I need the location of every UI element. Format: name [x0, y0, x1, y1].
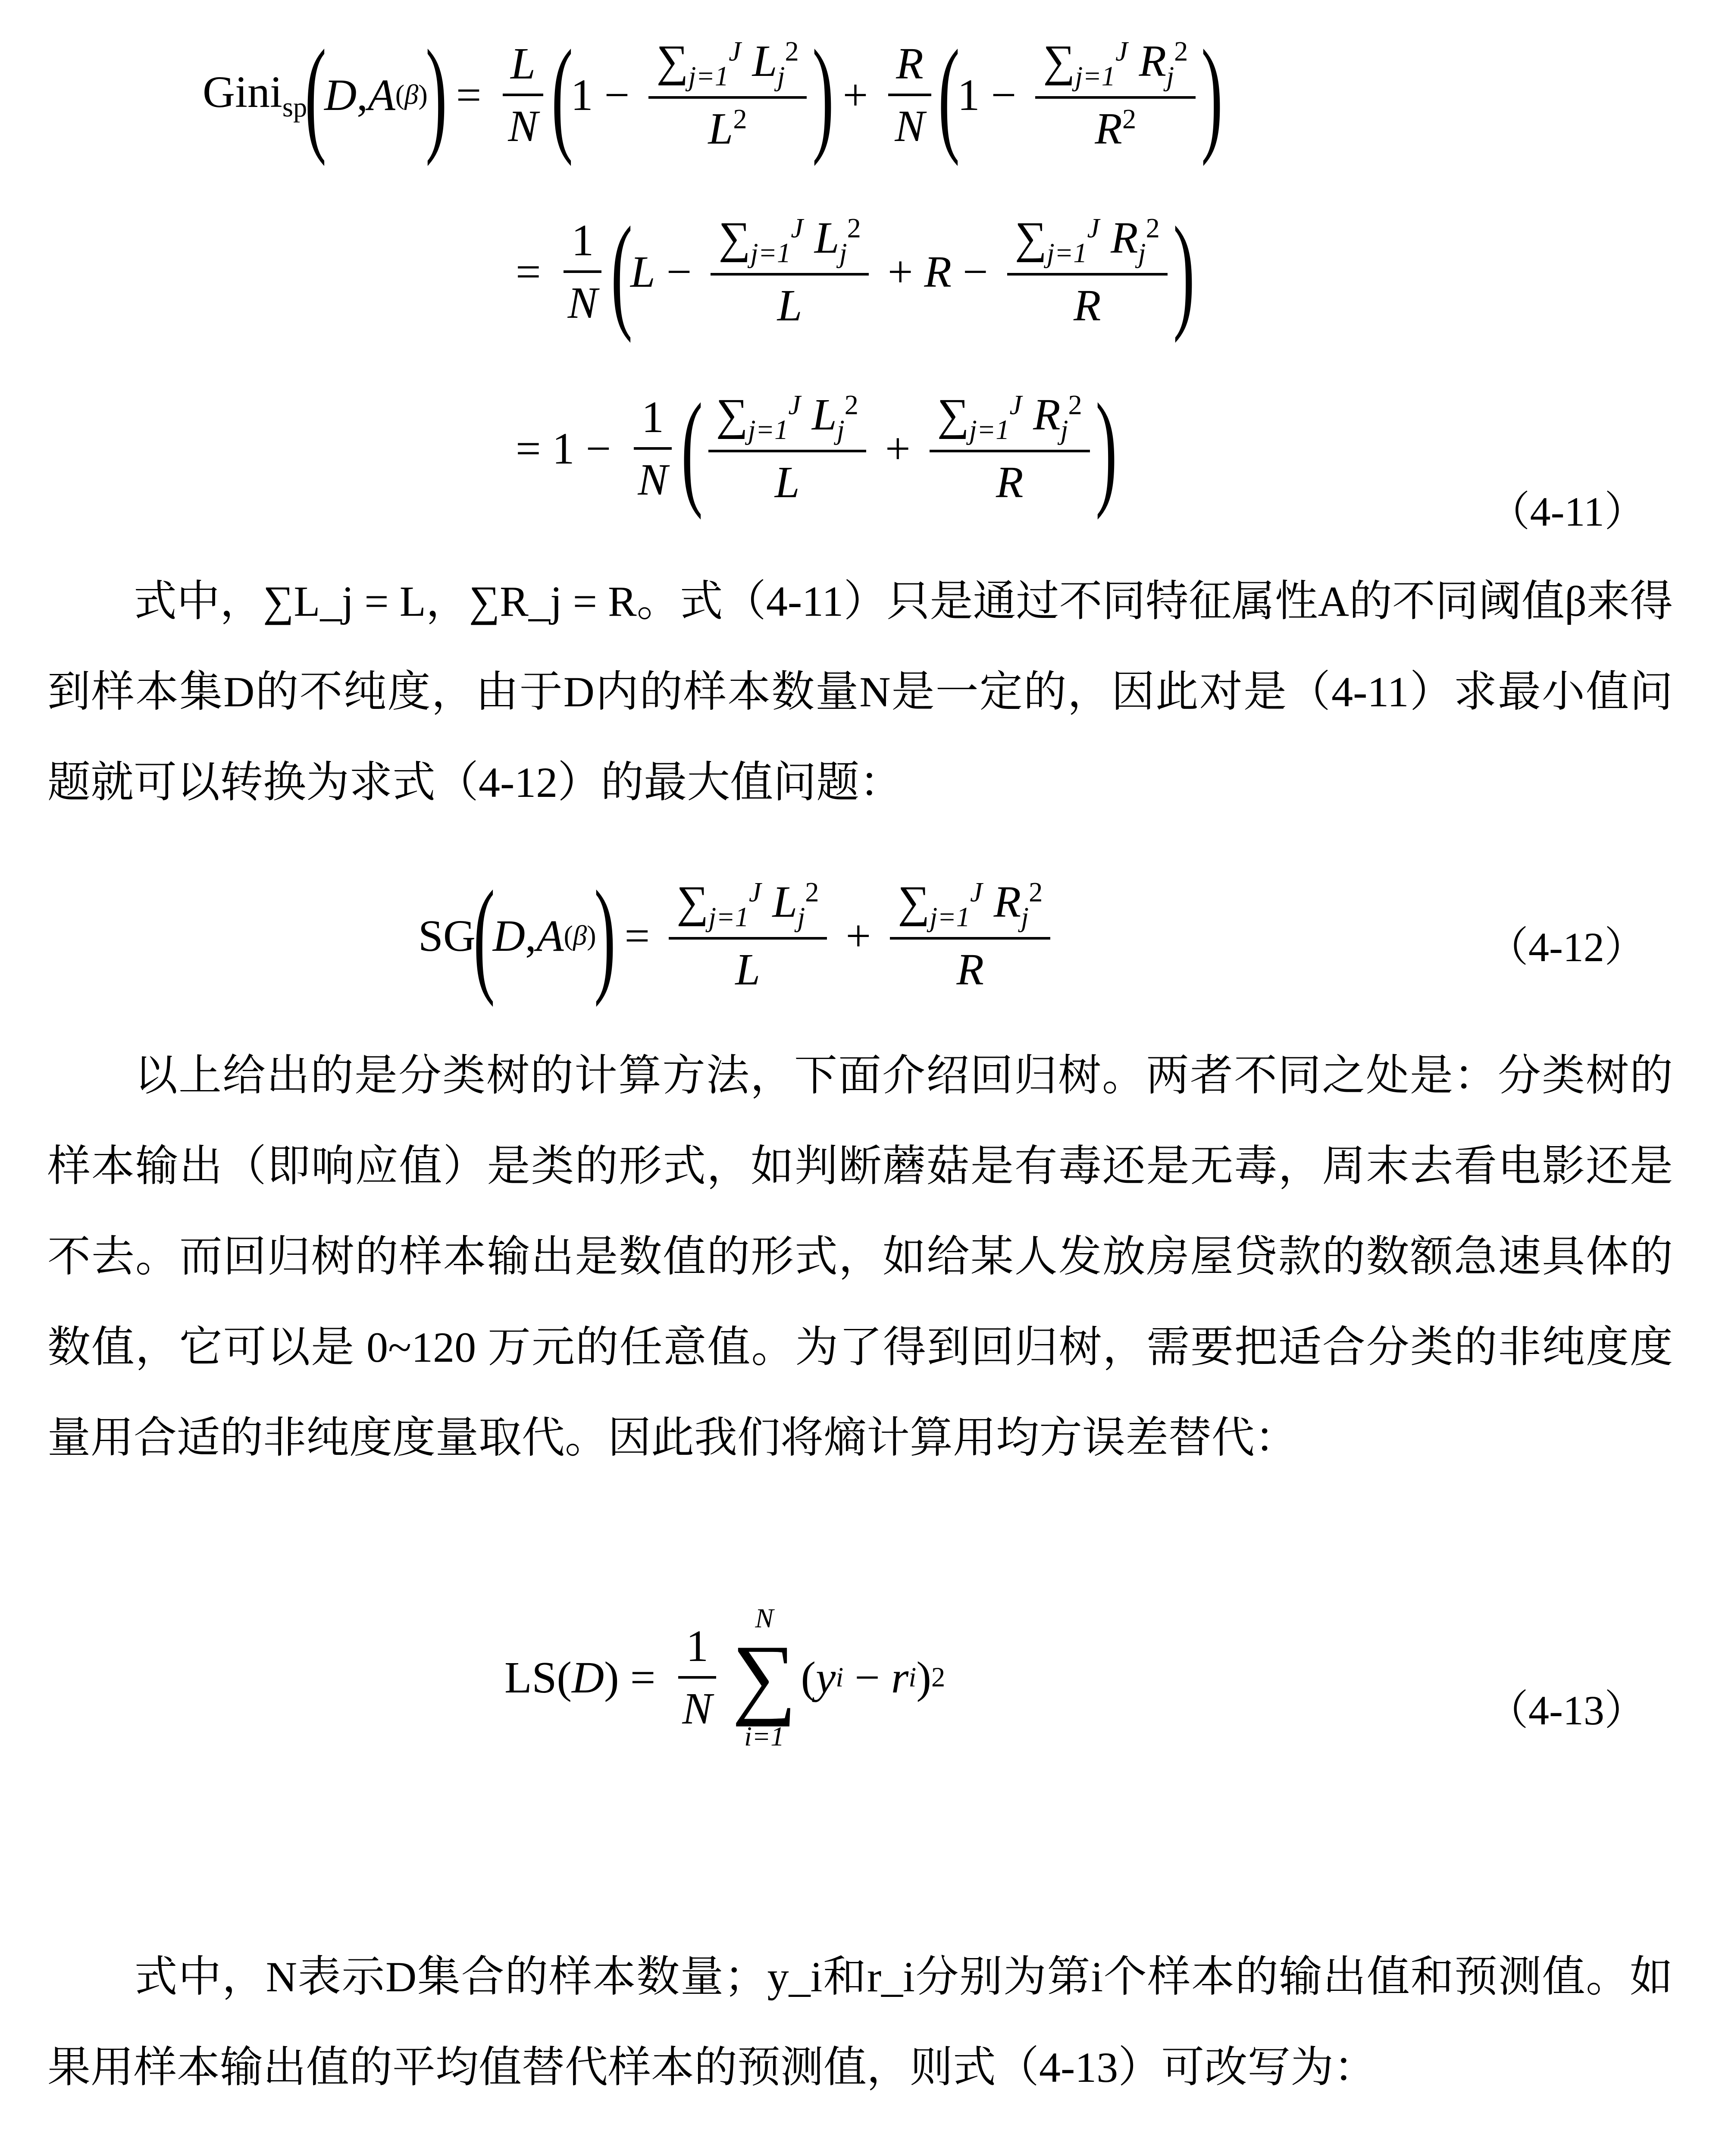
paragraph-2: 以上给出的是分类树的计算方法，下面介绍回归树。两者不同之处是：分类树的样本输出（即响应值）是类的形式，如判断蘑菇是有毒还是无毒，周末去看电影还是不去。而回归树的样本输出是数值的形式，如给某人发放房屋贷款的数额急速具体的数值，它可以是 0~120 万元的任意值。为了得到回归树，需要把适合分类的非纯度度量用合适的非纯度度量取代。因此我们将熵计算用均方误差替代： — [47, 1052, 1673, 1462]
eq-4-13: LS ( D ) = $\frac{1}{N}$ N ∑ i=1 ( y i − r i ) 2 — [504, 1603, 946, 1752]
eq-4-11-line2: = $\frac{1}{N}$ ( L − $\frac{\sum_{j=1}^J L_j^2}{L}$ + R − $\frac{\sum_{j=1}^J R_j^2}{R}$ ) — [516, 200, 1195, 343]
eq-number-4-12: （4-12） — [1487, 924, 1646, 970]
paragraph-1: 式中，∑L_j = L，∑R_j = R。式（4-11）只是通过不同特征属性A的不同阈值β来得到样本集D的不纯度，由于D内的样本数量N是一定的，因此对是（4-11）求最小值问题就可以转换为求式（4-12）的最大值问题： — [47, 577, 1673, 806]
eq-number-4-13: （4-13） — [1487, 1687, 1646, 1733]
eq-4-11-line3: = 1 − $\frac{1}{N}$ ( $\frac{\sum_{j=1}^J L_j^2}{L}$ + $\frac{\sum_{j=1}^J R_j^2}{R}$ ) — [516, 377, 1117, 520]
eq-4-12: SG ( D , A (β) ) = $\frac{\sum_{j=1}^J L_j^2}{L}$ + $\frac{\sum_{j=1}^J R_j^2}{R}$ — [418, 867, 1058, 1005]
paragraph-3: 式中，N表示D集合的样本数量；y_i和r_i分别为第i个样本的输出值和预测值。如果用样本输出值的平均值替代样本的预测值，则式（4-13）可改写为： — [47, 1953, 1673, 2091]
frac-L-N: $\frac{L}{N}$ — [500, 38, 545, 152]
eq-4-11-line1: Gini$_{sp}$ ( D , A (β) ) = $\frac{L}{N}$ ( 1 − $\frac{\sum_{j=1}^J L_j^2}{L^2}$ ) + $\frac{R}{N}$ ( 1 − $\frac{\sum_{j=1}^J R_j^2}{R^2}$ ) — [203, 23, 1223, 166]
eq-number-4-11: （4-11） — [1488, 489, 1646, 535]
gini-label: Gini$_{sp}$ — [203, 67, 307, 122]
